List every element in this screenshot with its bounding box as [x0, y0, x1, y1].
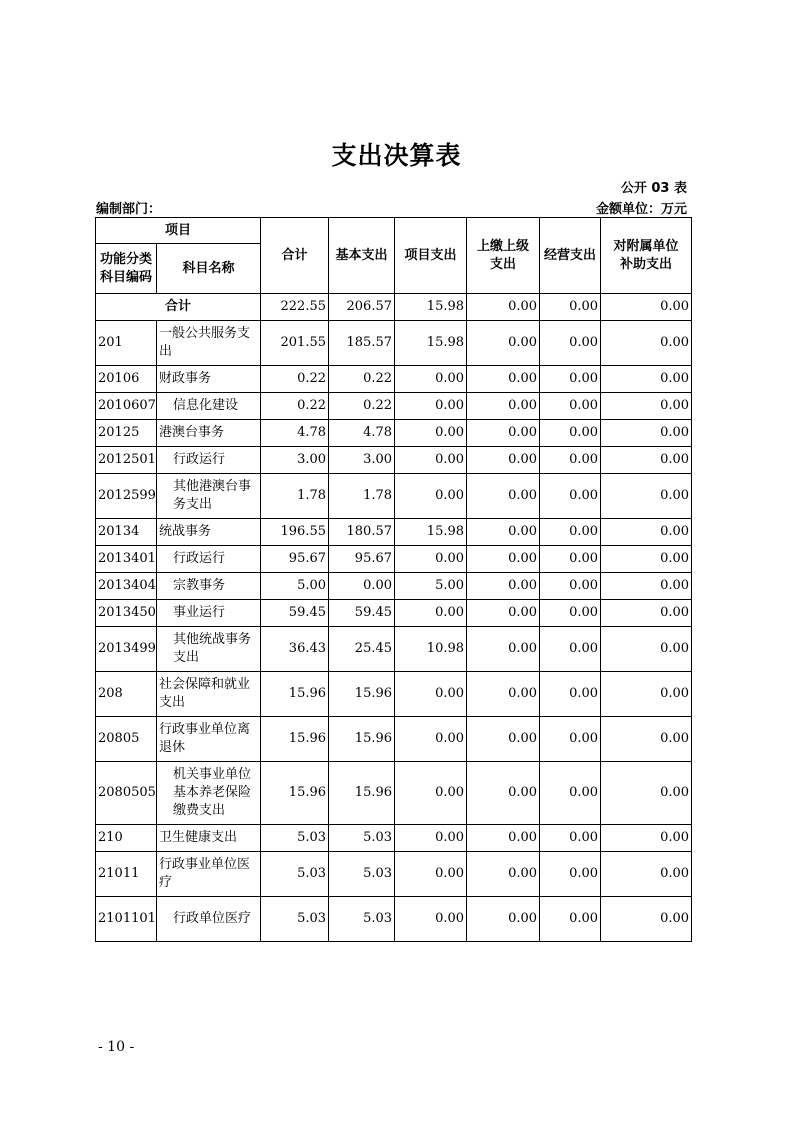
subsidy-cell: 0.00	[601, 321, 692, 366]
upper-cell: 0.00	[467, 600, 540, 627]
business-cell: 0.00	[540, 474, 601, 519]
business-cell: 0.00	[540, 627, 601, 672]
project-cell: 0.00	[395, 474, 467, 519]
business-cell: 0.00	[540, 546, 601, 573]
header-name: 科目名称	[157, 244, 261, 294]
upper-cell: 0.00	[467, 573, 540, 600]
business-cell: 0.00	[540, 420, 601, 447]
table-row	[96, 393, 692, 420]
header-code: 功能分类科目编码	[96, 244, 157, 294]
code-cell: 20106	[96, 366, 157, 393]
total-cell: 36.43	[261, 627, 329, 672]
business-cell: 0.00	[540, 825, 601, 852]
total-cell: 15.96	[261, 717, 329, 762]
project-cell: 0.00	[395, 366, 467, 393]
business-cell: 0.00	[540, 519, 601, 546]
subsidy-cell: 0.00	[601, 897, 692, 942]
name-cell: 行政事业单位离退休	[157, 717, 261, 762]
project-cell: 15.98	[395, 519, 467, 546]
expenditure-table	[95, 217, 692, 942]
subsidy-cell: 0.00	[601, 366, 692, 393]
subsidy-cell: 0.00	[601, 546, 692, 573]
code-cell: 201	[96, 321, 157, 366]
project-cell: 0.00	[395, 600, 467, 627]
project-cell: 0.00	[395, 762, 467, 825]
total-cell: 5.03	[261, 825, 329, 852]
project-cell: 0.00	[395, 447, 467, 474]
name-cell: 行政运行	[157, 546, 261, 573]
upper-cell: 0.00	[467, 762, 540, 825]
unit-label: 金额单位：万元	[595, 202, 687, 217]
total-cell: 15.96	[261, 672, 329, 717]
upper-cell: 0.00	[467, 897, 540, 942]
total-row	[96, 294, 692, 321]
basic-cell: 1.78	[329, 474, 395, 519]
business-cell: 0.00	[540, 897, 601, 942]
business-cell: 0.00	[540, 762, 601, 825]
code-cell: 20805	[96, 717, 157, 762]
project-cell: 0.00	[395, 672, 467, 717]
name-cell: 统战事务	[157, 519, 261, 546]
code-cell: 20125	[96, 420, 157, 447]
upper-cell: 0.00	[467, 366, 540, 393]
code-cell: 2013401	[96, 546, 157, 573]
subsidy-cell: 0.00	[601, 717, 692, 762]
subsidy-cell: 0.00	[601, 672, 692, 717]
subsidy-cell: 0.00	[601, 600, 692, 627]
subsidy-cell: 0.00	[601, 627, 692, 672]
header-upper: 上缴上级支出	[467, 218, 540, 294]
business-cell: 0.00	[540, 366, 601, 393]
header-basic: 基本支出	[329, 218, 395, 294]
business-cell: 0.00	[540, 321, 601, 366]
subsidy-cell: 0.00	[601, 294, 692, 321]
header-business: 经营支出	[540, 218, 601, 294]
name-cell: 信息化建设	[157, 393, 261, 420]
page-number: - 10 -	[98, 1039, 135, 1055]
name-cell: 社会保障和就业支出	[157, 672, 261, 717]
upper-cell: 0.00	[467, 825, 540, 852]
basic-cell: 25.45	[329, 627, 395, 672]
basic-cell: 5.03	[329, 852, 395, 897]
upper-cell: 0.00	[467, 546, 540, 573]
name-cell: 宗教事务	[157, 573, 261, 600]
upper-cell: 0.00	[467, 474, 540, 519]
total-cell: 201.55	[261, 321, 329, 366]
table-row	[96, 321, 692, 366]
code-cell: 2013450	[96, 600, 157, 627]
name-cell: 其他统战事务支出	[157, 627, 261, 672]
subsidy-cell: 0.00	[601, 852, 692, 897]
name-cell: 港澳台事务	[157, 420, 261, 447]
upper-cell: 0.00	[467, 447, 540, 474]
total-cell: 59.45	[261, 600, 329, 627]
table-row	[96, 717, 692, 762]
basic-cell: 15.96	[329, 717, 395, 762]
total-label: 合计	[96, 294, 261, 321]
table-row	[96, 573, 692, 600]
table-row	[96, 474, 692, 519]
basic-cell: 3.00	[329, 447, 395, 474]
basic-cell: 0.22	[329, 393, 395, 420]
project-cell: 0.00	[395, 393, 467, 420]
table-row	[96, 366, 692, 393]
total-cell: 3.00	[261, 447, 329, 474]
name-cell: 行政单位医疗	[157, 897, 261, 942]
name-cell: 卫生健康支出	[157, 825, 261, 852]
code-cell: 2013499	[96, 627, 157, 672]
subsidy-cell: 0.00	[601, 762, 692, 825]
name-cell: 行政事业单位医疗	[157, 852, 261, 897]
project-cell: 15.98	[395, 321, 467, 366]
basic-cell: 4.78	[329, 420, 395, 447]
total-cell: 95.67	[261, 546, 329, 573]
basic-cell: 15.96	[329, 762, 395, 825]
table-row	[96, 897, 692, 942]
header-total: 合计	[261, 218, 329, 294]
upper-cell: 0.00	[467, 717, 540, 762]
name-cell: 其他港澳台事务支出	[157, 474, 261, 519]
code-cell: 2010607	[96, 393, 157, 420]
basic-cell: 185.57	[329, 321, 395, 366]
total-cell: 222.55	[261, 294, 329, 321]
total-cell: 196.55	[261, 519, 329, 546]
business-cell: 0.00	[540, 294, 601, 321]
basic-cell: 59.45	[329, 600, 395, 627]
code-cell: 210	[96, 825, 157, 852]
subsidy-cell: 0.00	[601, 573, 692, 600]
business-cell: 0.00	[540, 672, 601, 717]
basic-cell: 5.03	[329, 825, 395, 852]
basic-cell: 95.67	[329, 546, 395, 573]
project-cell: 0.00	[395, 897, 467, 942]
upper-cell: 0.00	[467, 519, 540, 546]
table-row	[96, 420, 692, 447]
total-cell: 0.22	[261, 393, 329, 420]
table-row	[96, 519, 692, 546]
name-cell: 机关事业单位基本养老保险缴费支出	[157, 762, 261, 825]
table-row	[96, 546, 692, 573]
total-cell: 4.78	[261, 420, 329, 447]
subsidy-cell: 0.00	[601, 420, 692, 447]
basic-cell: 5.03	[329, 897, 395, 942]
table-row	[96, 852, 692, 897]
project-cell: 0.00	[395, 852, 467, 897]
upper-cell: 0.00	[467, 420, 540, 447]
subsidy-cell: 0.00	[601, 825, 692, 852]
form-number: 公开 03 表	[620, 181, 687, 196]
project-cell: 5.00	[395, 573, 467, 600]
subsidy-cell: 0.00	[601, 474, 692, 519]
total-cell: 15.96	[261, 762, 329, 825]
upper-cell: 0.00	[467, 627, 540, 672]
subsidy-cell: 0.00	[601, 447, 692, 474]
upper-cell: 0.00	[467, 672, 540, 717]
basic-cell: 206.57	[329, 294, 395, 321]
project-cell: 0.00	[395, 717, 467, 762]
department-label: 编制部门：	[96, 202, 162, 217]
upper-cell: 0.00	[467, 393, 540, 420]
name-cell: 财政事务	[157, 366, 261, 393]
name-cell: 事业运行	[157, 600, 261, 627]
basic-cell: 180.57	[329, 519, 395, 546]
project-cell: 0.00	[395, 825, 467, 852]
table-row	[96, 627, 692, 672]
total-cell: 5.03	[261, 897, 329, 942]
header-subsidy: 对附属单位补助支出	[601, 218, 692, 294]
subsidy-cell: 0.00	[601, 393, 692, 420]
table-row	[96, 600, 692, 627]
total-cell: 5.03	[261, 852, 329, 897]
header-project: 项目支出	[395, 218, 467, 294]
name-cell: 一般公共服务支出	[157, 321, 261, 366]
business-cell: 0.00	[540, 573, 601, 600]
project-cell: 0.00	[395, 546, 467, 573]
table-row	[96, 762, 692, 825]
code-cell: 2101101	[96, 897, 157, 942]
table-row	[96, 447, 692, 474]
business-cell: 0.00	[540, 447, 601, 474]
code-cell: 2012501	[96, 447, 157, 474]
project-cell: 15.98	[395, 294, 467, 321]
table-row	[96, 825, 692, 852]
basic-cell: 0.22	[329, 366, 395, 393]
upper-cell: 0.00	[467, 321, 540, 366]
page-title: 支出决算表	[331, 141, 462, 170]
header-item: 项目	[96, 218, 261, 244]
code-cell: 20134	[96, 519, 157, 546]
code-cell: 21011	[96, 852, 157, 897]
code-cell: 2080505	[96, 762, 157, 825]
table-body	[96, 294, 692, 942]
code-cell: 208	[96, 672, 157, 717]
business-cell: 0.00	[540, 600, 601, 627]
total-cell: 0.22	[261, 366, 329, 393]
business-cell: 0.00	[540, 852, 601, 897]
total-cell: 5.00	[261, 573, 329, 600]
code-cell: 2013404	[96, 573, 157, 600]
total-cell: 1.78	[261, 474, 329, 519]
subsidy-cell: 0.00	[601, 519, 692, 546]
business-cell: 0.00	[540, 393, 601, 420]
table-row	[96, 672, 692, 717]
code-cell: 2012599	[96, 474, 157, 519]
basic-cell: 15.96	[329, 672, 395, 717]
project-cell: 0.00	[395, 420, 467, 447]
project-cell: 10.98	[395, 627, 467, 672]
name-cell: 行政运行	[157, 447, 261, 474]
business-cell: 0.00	[540, 717, 601, 762]
basic-cell: 0.00	[329, 573, 395, 600]
upper-cell: 0.00	[467, 294, 540, 321]
upper-cell: 0.00	[467, 852, 540, 897]
